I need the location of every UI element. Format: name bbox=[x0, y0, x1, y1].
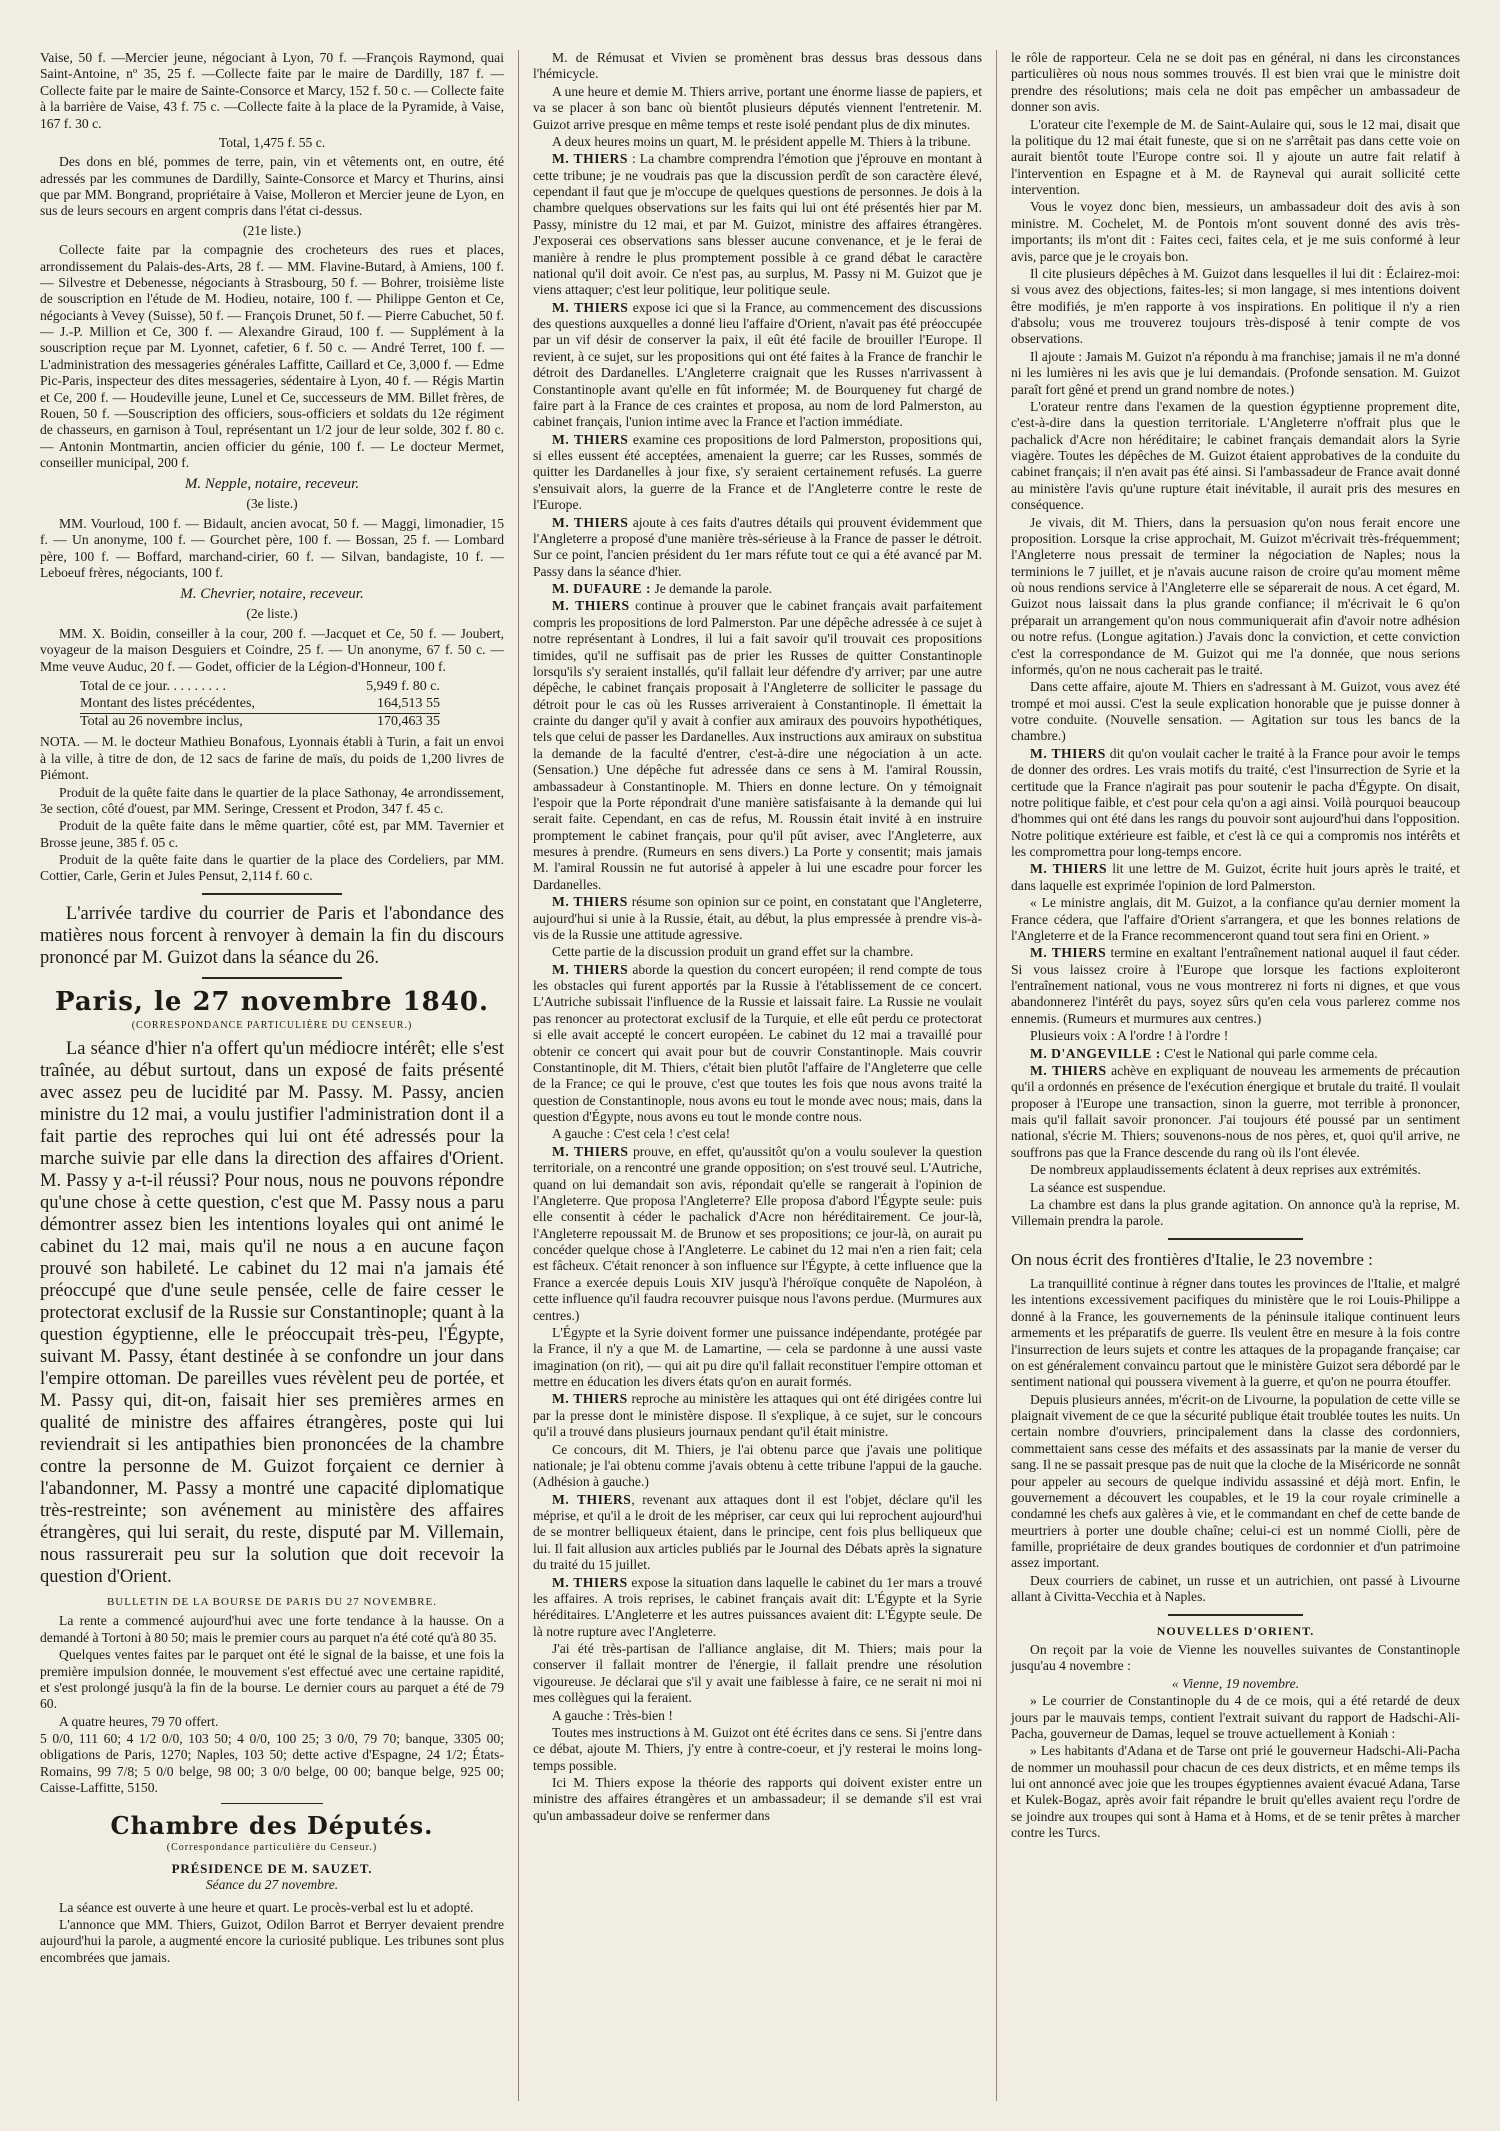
notary-heading: M. Chevrier, notaire, receveur. bbox=[180, 586, 364, 603]
speech-text: C'est le National qui parle comme cela. bbox=[1164, 1045, 1378, 1061]
section-divider bbox=[1168, 1614, 1303, 1616]
speaker-name: M. D'ANGEVILLE : bbox=[1030, 1045, 1161, 1061]
speech-text: expose la situation dans laquelle le cabinet du 1er mars a trouvé les affaires. A trois reprises, le cabinet français avait dit: L'Égypte et la Syrie héréditaires. L'Angleterre et les autres puissances avaient dit: L'Égypte seule. De là notre rupture avec l'Angleterre. bbox=[533, 1574, 982, 1639]
speaker-name: M. DUFAURE : bbox=[552, 581, 652, 596]
subscription-list: MM. Vourloud, 100 f. — Bidault, ancien avocat, 50 f. — Maggi, limonadier, 15 f. — Un anonyme, 100 f. — Gourchet père, 100 f. — Bossan, 25 f. — Lombard père, 100 f. — Boffard, marchand-cirier, 60 f. — Silvan, bandagiste, 10 f. — Leboeuf frères, négociants, 100 f. bbox=[40, 515, 504, 580]
subscription-list: Collecte faite par la compagnie des crocheteurs des rues et places, arrondissement du Palais-des-Arts, 28 f. — MM. Flavine-Butard, à Amiens, 100 f. — Silvestre et Debenesse, négociants à Strasbourg, 50 f. — Bohrer, troisième liste de souscription en l'étude de M. Hodieu, notaire, 100 f. — Philippe Genton et Ce, négociants à Vevey (Suisse), 50 f. — François Drunet, 50 f. — Pierre Cabuchet, 50 f. — J.-P. Million et Ce, 300 f. — Alexandre Giraud, 100 f. — Supplément à la souscription reçue par M. Lyonnet, cafetier, 6 f. 50 c. — André Terret, 100 f. — L'administration des messageries générales Laffitte, Caillard et Ce, 3,000 f. — Edme Pic-Paris, inspecteur des dites messageries, sédentaire à Lyon, 40 f. — Régis Martin et Ce, 200 f. — Houdeville jeune, Lunel et Ce, successeurs de MM. Billet frères, de Rouen, 50 f. —Souscription des officiers, sous-officiers et soldats du 12e régiment de chasseurs, en garnison à Toul, représentant un 1/2 jour de leur solde, 302 f. 80 c. — Antonin Montmartin, ancien officier du génie, 100 f. — Le docteur Mermet, conseiller municipal, 200 f. bbox=[40, 242, 504, 470]
totals-row bbox=[80, 696, 440, 714]
speech-text: aborde la question du concert européen; il rend compte de tous les obstacles qui furent apportés par la Russie à l'établissement de ce concert. L'Autriche subissait l'influence de la Russie et laissait faire. La Russie ne voulait pas renoncer au protectorat exclusif de la Turquie, et elle eût perdu ce protectorat si elle avait accepté le concert européen. Le cabinet du 12 mai a travaillé pour obtenir ce concert qui avait pour but de couvrir Constantinople. Mais couvrir Constantinople, dit M. Thiers, c'était bien plutôt l'affaire de l'Angleterre que celle de la France; ce qui le prouve, c'est que toutes les fois que nous avons traité la question de Constantinople, nous avons eu tout le monde avec nous; mais, dans la question d'Égypte, nous avons eu tout le monde contre nous. bbox=[533, 961, 982, 1124]
bourse-paragraph: Quelques ventes faites par le parquet ont été le signal de la baisse, et une fois la première impulsion donnée, le mouvement s'est effectué avec une certaine rapidité, et s'est prolongé jusqu'à la fin de la bourse. Le dernier cours au parquet a été de 79 60. bbox=[40, 1647, 504, 1712]
speech-text: Je demande la parole. bbox=[654, 581, 773, 596]
debate-paragraph: L'orateur cite l'exemple de M. de Saint-Aulaire qui, sous le 12 mai, disait que la politique du 12 mai était funeste, que si on ne s'arrêtait pas dans cette voie on aurait bientôt toute l'Europe contre soi. Il y ajoute un autre fait relatif à l'intervention en Espagne et à M. de Rayneval qui aurait sollicité cette intervention. bbox=[1011, 116, 1460, 197]
presidence-line: PRÉSIDENCE DE M. SAUZET. bbox=[171, 1860, 373, 1876]
quete-paragraph: Produit de la quête faite dans le quartier de la place Sathonay, 4e arrondissement, 3e section, côté d'ouest, par MM. Seringe, Cressent et Prodon, 347 f. 45 c. bbox=[40, 784, 504, 816]
totals-row bbox=[80, 714, 440, 731]
debate-paragraph: J'ai été très-partisan de l'alliance anglaise, dit M. Thiers; mais pour la conserver il fallait montrer de l'énergie, il fallait prendre une résolution vigoureuse. Je déclarai que s'il y avait une faiblesse à faire, ce ne serait ni moi ni mes collègues qui la feraient. bbox=[533, 1641, 982, 1706]
section-divider bbox=[202, 977, 341, 979]
speaker-name: M. THIERS bbox=[552, 1391, 628, 1407]
speaker-name: M. THIERS bbox=[1030, 861, 1108, 877]
debate-paragraph: Il cite plusieurs dépêches à M. Guizot dans lesquelles il lui dit : Éclairez-moi: si vous avez des objections, faites-les; si mon langage, si mes intentions doivent être modifiés, je m'en rapporte à vos inspirations. En politique il n'y a rien d'absolu; vous me trouverez toujours très-disposé à tenir compte de vos observations. bbox=[1011, 265, 1460, 347]
totals-label: Total de ce jour. . . . . . . . . bbox=[80, 678, 226, 694]
section-divider bbox=[221, 1803, 323, 1804]
speaker-name: M. THIERS bbox=[1030, 1062, 1107, 1078]
debate-paragraph: Vous le voyez donc bien, messieurs, un ambassadeur doit des avis à son ministre. M. Cochelet, M. de Pontois m'ont souvent donné des avis très-importants; ils m'ont dit : Faites ceci, faites cela, et je me suis conformé à leur avis, parce que je le croyais bon. bbox=[1011, 199, 1460, 264]
debate-paragraph: Dans cette affaire, ajoute M. Thiers en s'adressant à M. Guizot, vous avez été trompé et moi aussi. C'est la seule explication honorable que je puisse donner à votre conduite. (Nouvelle sensation. — Agitation sur tous les bancs de la chambre.) bbox=[1011, 679, 1460, 744]
debate-paragraph: A gauche : Très-bien ! bbox=[552, 1707, 673, 1723]
speaker-name: M. THIERS bbox=[552, 299, 629, 315]
speech-paragraph bbox=[1011, 861, 1460, 894]
notary-heading: M. Nepple, notaire, receveur. bbox=[184, 476, 360, 493]
chambre-paragraph: L'annonce que MM. Thiers, Guizot, Odilon Barrot et Berryer devaient prendre aujourd'hui la parole, a augmenté encore la curiosité publique. Les tribunes sont plus encombrées que jamais. bbox=[40, 1916, 504, 1965]
correspondence-note: (Correspondance particulière du Censeur.) bbox=[166, 1842, 378, 1854]
totals-value: 170,463 35 bbox=[377, 713, 440, 729]
list-heading: (2e liste.) bbox=[246, 606, 298, 622]
debate-paragraph: A gauche : C'est cela ! c'est cela! bbox=[552, 1126, 731, 1142]
list-heading: (3e liste.) bbox=[246, 496, 298, 512]
italy-paragraph: La tranquillité continue à régner dans toutes les provinces de l'Italie, et malgré les intentions excessivement pacifiques du ministère que le roi Louis-Philippe a donné à la France, les gouvernements de la péninsule italique continuent leurs armements et les préparatifs de guerre. Ils veulent être en mesure à la fois contre l'insurrection de leurs sujets et contre les attaques de la propagande française; car on est généralement convaincu partout que le ministère Guizot sera débordé par le sentiment national qui poussera vivement à la guerre, et qu'on ne pourra étouffer. bbox=[1011, 1276, 1460, 1390]
debate-paragraph: Plusieurs voix : A l'ordre ! à l'ordre ! bbox=[1030, 1028, 1229, 1044]
nota-paragraph: NOTA. — M. le docteur Mathieu Bonafous, Lyonnais établi à Turin, a fait un envoi à la ville, à titre de don, de 12 sacs de farine de maïs, du poids de 1,200 livres de Piémont. bbox=[40, 734, 504, 783]
speech-paragraph bbox=[533, 1575, 982, 1641]
speech-paragraph: M. THIERS : La chambre comprendra l'émotion que j'éprouve en montant à cette tribune; je ne voudrais pas que la discussion perdît de son caractère élevé, cependant il faut que je m'occupe de quelques questions de personnes. Je dois à la chambre quelques observations sur les faits qui lui ont été présentés hier par M. Passy, ministre du 12 mai, et par M. Guizot, ministre des affaires étrangères. J'exposerai ces observations sans blesser aucune convenance, et je le ferai de manière à rendre le plus promptement possible à ce grand débat le caractère national qu'il doit avoir. Ce n'est pas, au surplus, M. Passy ni M. Guizot que je viens attaquer; c'est leur politique, leur politique seule. bbox=[533, 151, 982, 298]
totals-label: Total au 26 novembre inclus, bbox=[80, 713, 243, 729]
speech-paragraph bbox=[1011, 1063, 1460, 1161]
orient-heading: NOUVELLES D'ORIENT. bbox=[1156, 1623, 1315, 1638]
speaker-name: M. THIERS bbox=[1030, 745, 1106, 761]
speech-text: examine ces propositions de lord Palmerston, propositions qui, si elles eussent été acceptées, amenaient la guerre; car les Russes, sommés de quitter les Dardanelles à jour fixe, s'y seraient certainement refusés. La guerre s'ensuivait alors, la guerre de la France et de l'Angleterre contre le reste de l'Europe. bbox=[533, 431, 982, 513]
speech-paragraph bbox=[533, 432, 982, 514]
speaker-name: M. THIERS bbox=[552, 1574, 628, 1590]
speaker-name: M. THIERS bbox=[552, 961, 629, 977]
speech-text: dit qu'on voulait cacher le traité à la France pour avoir le temps de donner des ordres. Les vrais motifs du traité, c'est l'insurrection de Syrie et la certitude que la France n'agirait pas pour soutenir le pacha d'Égypte. On disait, notre politique faible, et c'est pour cela qu'on a agi ainsi. Voilà pourquoi beaucoup d'hommes qui ont été dans les rangs du pouvoir sont aujourd'hui dans l'opposition. Notre politique extérieure est faible, et c'est là ce qui a compromis nos intérêts et les compromettra pour long-temps encore. bbox=[1011, 745, 1460, 859]
debate-paragraph: Je vivais, dit M. Thiers, dans la persuasion qu'on nous ferait encore une proposition. Lorsque la crise approchait, M. Guizot m'écrivait très-fréquemment; l'Angleterre nous pressait de terminer la négociation de Naples; nous la terminions le 7 juillet, et je n'avais aucune raison de croire qu'au moment même où nous rendions service à l'Angleterre elle se séparerait de nous. A cet égard, M. Guizot nous laissait dans la plus grande confiance; il m'écrivait le 6 qu'on préparait un arrangement qu'on nous communiquerait afin d'avoir notre adhésion ou notre refus. (Longue agitation.) J'avais donc la conviction, et cette conviction c'est la correspondance de M. Guizot qui me l'a donnée, que nous serions informés, qu'on ne nous cacherait pas le traité. bbox=[1011, 514, 1460, 677]
speech-paragraph bbox=[533, 598, 982, 893]
speech-paragraph bbox=[533, 962, 982, 1126]
bourse-paragraph: La rente a commencé aujourd'hui avec une forte tendance à la hausse. On a demandé à Tortoni à 80 50; mais le premier cours au parquet n'a été coté qu'à 80 35. bbox=[40, 1613, 504, 1645]
debate-paragraph: Cette partie de la discussion produit un grand effet sur la chambre. bbox=[552, 944, 914, 960]
speech-paragraph bbox=[1011, 746, 1460, 861]
debate-paragraph: A deux heures moins un quart, M. le président appelle M. Thiers à la tribune. bbox=[552, 133, 971, 149]
speaker-name: M. THIERS bbox=[552, 1491, 632, 1507]
debate-paragraph: La séance est suspendue. bbox=[1030, 1179, 1166, 1195]
speech-paragraph bbox=[1011, 1046, 1460, 1062]
speaker-name: M. THIERS bbox=[552, 151, 628, 167]
orient-paragraph: » Le courrier de Constantinople du 4 de ce mois, qui a été retardé de deux jours par le mauvais temps, contient l'extrait suivant du rapport de Hadschi-Ali-Pacha, gouverneur de Damas, lequel se trouve actuellement à Koniah : bbox=[1011, 1693, 1460, 1741]
chambre-headline: Chambre des Députés. bbox=[110, 1810, 434, 1840]
debate-paragraph: Ce concours, dit M. Thiers, je l'ai obtenu parce que j'avais une politique nationale; je l'ai obtenu comme j'avais obtenu à cette tribune l'appui de la gauche. (Adhésion à gauche.) bbox=[533, 1441, 982, 1490]
speech-paragraph: M. THIERS, revenant aux attaques dont il est l'objet, déclare qu'il les méprise, et qu'il a le droit de les mépriser, car ceux qui lui reprochent aujourd'hui de se montrer belliqueux étaient, dans le principe, cent fois plus belliqueux que lui. Il fait allusion aux articles publiés par le Journal des Débats après la signature du traité du 15 juillet. bbox=[533, 1491, 982, 1573]
paris-headline: Paris, le 27 novembre 1840. bbox=[54, 986, 489, 1017]
italy-dateline: On nous écrit des frontières d'Italie, le 23 novembre : bbox=[1011, 1249, 1373, 1269]
speech-text: expose ici que si la France, au commencement des discussions des questions auxquelles a donné lieu l'affaire d'Orient, n'avait pas été préoccupée par un vif désir de conserver la paix, il eût été facile de brouiller l'Europe. Il revient, à ce sujet, sur les propositions qui ont été faites à la France de franchir le détroit des Dardanelles. L'Angleterre craignait que les Russes n'arrivassent à Constantinople avant qu'elle en fût informée; M. de Bourqueney fut chargé de faire part à la France de ces craintes et proposa, au nom de lord Palmerston, au cabinet français, l'union intime avec la France et l'action immédiate. bbox=[533, 299, 982, 430]
speaker-name: M. THIERS bbox=[1030, 945, 1107, 961]
italy-paragraph: Deux courriers de cabinet, un russe et un autrichien, ont passé à Livourne allant à Civitta-Vecchia et à Naples. bbox=[1011, 1572, 1460, 1605]
totals-value: 164,513 55 bbox=[377, 695, 440, 711]
speaker-name: M. THIERS bbox=[552, 894, 628, 910]
totals-row bbox=[80, 679, 440, 696]
subscription-list-opening: Vaise, 50 f. —Mercier jeune, négociant à Lyon, 70 f. —François Raymond, quai Saint-Antoine, nº 35, 25 f. —Collecte faite par le maire de Dardilly, 187 f. —Collecte faite par le maire de Sainte-Consorce et Marcy, 152 f. 50 c. — Collecte faite à la barrière de Vaise, 43 f. 75 c. —Collecte faite à la place de la Pyramide, à Vaise, 167 f. 30 c. bbox=[40, 50, 504, 131]
subscription-list: MM. X. Boidin, conseiller à la cour, 200 f. —Jacquet et Ce, 50 f. — Joubert, voyageur de la maison Desguiers et Coindre, 25 f. — Un anonyme, 67 f. 50 c. — Mme veuve Auduc, 20 f. — Godet, officier de la Légion-d'Honneur, 100 f. bbox=[40, 625, 504, 674]
speech-paragraph bbox=[533, 1391, 982, 1440]
correspondence-note: (CORRESPONDANCE PARTICULIÈRE DU CENSEUR.) bbox=[131, 1020, 413, 1032]
speech-paragraph bbox=[533, 300, 982, 431]
debate-paragraph: L'orateur rentre dans l'examen de la question égyptienne proprement dite, c'est-à-dire dans la question territoriale. L'Angleterre n'offrait plus que le pachalick d'Acre non héréditaire; le cabinet français demandait alors la Syrie viagère. Toutes les dépêches de M. Guizot étaient approbatives de la conduite du cabinet français; il n'en avait pas été ainsi. Si l'ambassadeur de France avait donné au ministère l'avis qu'une rupture était inévitable, il aurait pris des mesures en conséquence. bbox=[1011, 398, 1460, 513]
speech-text: continue à prouver que le cabinet français avait parfaitement compris les propositions de lord Palmerston. Par une dépêche adressée à ce sujet à notre représentant à Londres, il lui a fait savoir qu'il trouvait ces propositions timides, qu'il ne suffisait pas de prier les Russes de quitter Constantinople lorsqu'ils s'y seraient installés, qu'il fallait leur défendre d'y arriver; par une autre dépêche, le cabinet français proposait à l'Angleterre de solliciter le passage du détroit pour le cas où les Russes arriveraient à Constantinople. Il émettait la crainte du danger qu'il y avait à confier aux amiraux des pouvoirs hypothétiques, tels que celui de passer les Dardanelles. Aux instructions aux amiraux on substitua la demande de la faculté d'entrer, c'est-à-dire une négociation à un acte. (Sensation.) Une dépêche fut adressée dans ce sens à M. l'amiral Roussin, ambassadeur à Constantinople. M. Thiers en donne lecture. On y témoignait l'espoir que la Porte répondrait d'une manière satisfaisante à la demande qui lui serait faite. Cependant, en cas de refus, M. Roussin était invité à en instruire promptement le cabinet français, pour qu'il pût aviser, avec l'Angleterre, aux mesures à prendre. (Rumeurs en sens divers.) La Porte y consentit; mais jamais M. l'amiral Roussin ne fut autorisé à appeler à lui une escadre pour forcer les Dardanelles. bbox=[533, 598, 982, 892]
orient-paragraph: On reçoit par la voie de Vienne les nouvelles suivantes de Constantinople jusqu'au 4 novembre : bbox=[1011, 1642, 1460, 1674]
quete-paragraph: Produit de la quête faite dans le quartier de la place des Cordeliers, par MM. Cottier, Carle, Gerin et Jules Pensut, 2,114 f. 60 c. bbox=[40, 852, 504, 884]
speech-text: achève en expliquant de nouveau les armements de précaution qu'il a ordonnés en présence de l'exécution énergique et brutale du traité. Il voulait proposer à l'Europe une transaction, sinon la guerre, mot terrible à prononcer, mais qu'il fallait savoir prononcer. J'ai toujours été poussé par un sentiment national, s'écrie M. Thiers; souvenons-nous de nos pères, et, quoi qu'il arrive, ne souffrons pas que la France descende du rang où ils l'ont élevée. bbox=[1011, 1062, 1460, 1160]
column-3 bbox=[996, 50, 1460, 2101]
speech-paragraph bbox=[533, 581, 982, 597]
paris-article: La séance d'hier n'a offert qu'un médiocre intérêt; elle s'est traînée, au début surtout, dans un exposé de faits présenté avec assez peu de lucidité par M. Passy. M. Passy, ancien ministre du 12 mai, a voulu justifier l'administration dont il a fait partie des reproches qui lui ont été adressés pour la marche suivie par elle dans la direction des affaires d'Orient. M. Passy y a-t-il réussi? Pour nous, nous ne pouvons répondre qu'une chose à cette question, c'est que M. Passy nous a paru démontrer assez bien les intentions loyales qui ont animé le cabinet du 12 mai, mais qu'il ne nous a en aucune façon prouvé son habileté. Le cabinet du 12 mai n'a jamais été préoccupé que d'une seule pensée, celle de faire cesser le protectorat exclusif de la Russie sur Constantinople; quant à la question égyptienne, elle le préoccupait très-peu, l'Égypte, suivant M. Passy, étant destinée à se confondre un jour dans l'empire ottoman. De pareilles vues révèlent peu de portée, et M. Passy qui, dit-on, faisait hier ses premières armes en qualité de ministre des affaires étrangères, poste qui lui reviendrait si les antipathies bien prononcées de la chambre contre la personne de M. Guizot forçaient ce dernier à l'abandonner, M. Passy a montré une capacité diplomatique très-restreinte; son avénement au ministère des affaires étrangères, qui lui serait, du reste, disputé par M. Villemain, nous rassurerait peu sur la solution que doit recevoir la question d'Orient. bbox=[40, 1039, 504, 1588]
speech-text: revenant aux attaques dont il est l'objet, déclare qu'il les méprise, et qu'il a le droit de les mépriser, car ceux qui lui reprochent aujourd'hui de se montrer belliqueux étaient, dans le principe, cent fois plus belliqueux que lui. Il fait allusion aux articles publiés par le Journal des Débats après la signature du traité du 15 juillet. bbox=[533, 1491, 982, 1573]
seance-date: Séance du 27 novembre. bbox=[205, 1877, 339, 1893]
speaker-name: M. THIERS bbox=[552, 1143, 629, 1159]
bourse-paragraph: A quatre heures, 79 70 offert. bbox=[59, 1713, 219, 1729]
speech-paragraph bbox=[1011, 945, 1460, 1027]
speech-paragraph bbox=[533, 515, 982, 581]
speech-text: termine en exaltant l'entraînement national auquel il faut céder. Si vous laissez croire à l'Europe que lorsque les factions exploiteront l'entraînement national, vous ne vous montrerez ni forts ni dignes, et que vous abandonnerez l'intérêt du pays, soyez sûrs qu'en cela vous parlerez comme nos ennemis. (Rumeurs et murmures aux centres.) bbox=[1011, 945, 1460, 1026]
debate-paragraph: Ici M. Thiers expose la théorie des rapports qui doivent exister entre un ministre des affaires étrangères et un ambassadeur; il se demande s'il est vrai qu'un ambassadeur doive se renfermer dans bbox=[533, 1775, 982, 1823]
column-1 bbox=[40, 50, 504, 2101]
totals-block bbox=[80, 679, 504, 731]
italy-paragraph: Depuis plusieurs années, m'écrit-on de Livourne, la population de cette ville se plaignait vivement de ce que la sécurité publique était troublée toutes les nuits. Un certain nombre d'ouvriers, principalement dans la classe des cordonniers, commettaient sans cesse des méfaits et des assassinats par la manie de verser du sang. Il ne se passait presque pas de nuit que la cloche de la Miséricorde ne sonnât pour appeler au secours de quelque individu assassiné et déjà mort. Enfin, le gouvernement a découvert les coupables, et le 19 la cour royale criminelle a condamné les chefs aux galères à vie, et le commandant en chef de cette bande de meurtriers à porter une double chaîne; celui-ci est un nommé Ciolli, père de famille, propriétaire de deux grandes boutiques de cordonnier et d'un patrimoine assez important. bbox=[1011, 1391, 1460, 1571]
totals-value: 5,949 f. 80 c. bbox=[366, 678, 440, 694]
chambre-paragraph: La séance est ouverte à une heure et quart. Le procès-verbal est lu et adopté. bbox=[59, 1899, 474, 1915]
debate-paragraph: De nombreux applaudissements éclatent à deux reprises aux extrémités. bbox=[1030, 1162, 1421, 1178]
section-divider bbox=[1168, 1238, 1303, 1240]
debate-paragraph: La chambre est dans la plus grande agitation. On annonce qu'à la reprise, M. Villemain prendra la parole. bbox=[1011, 1196, 1460, 1229]
bourse-heading: BULLETIN DE LA BOURSE DE PARIS DU 27 NOVEMBRE. bbox=[106, 1596, 438, 1609]
debate-paragraph: Il ajoute : Jamais M. Guizot n'a répondu à ma franchise; jamais il ne m'a donné ni les lumières ni les avis que je lui demandais. (Profonde sensation. M. Guizot paraît fort gêné et prend un grand nombre de notes.) bbox=[1011, 348, 1460, 397]
speech-text: reproche au ministère les attaques qui ont été dirigées contre lui par la presse dont le ministère dispose. Il s'explique, à ce sujet, sur le concours qu'il a trouvé dans plusieurs journaux pendant qu'il était ministre. bbox=[533, 1391, 982, 1440]
debate-paragraph: M. de Rémusat et Vivien se promènent bras dessus bras dessous dans l'hémicycle. bbox=[533, 50, 982, 82]
speech-text: ajoute à ces faits d'autres détails qui prouvent évidemment que l'Angleterre a proposé d'une manière très-sérieuse à la France de passer le détroit. Sur ce point, l'ancien président du 1er mars réfute tout ce qui a été avancé par M. Passy dans la séance d'hier. bbox=[533, 514, 982, 579]
speech-text: lit une lettre de M. Guizot, écrite huit jours après le traité, et dans laquelle est exprimée l'opinion de lord Palmerston. bbox=[1011, 861, 1460, 893]
speaker-name: M. THIERS bbox=[552, 431, 629, 447]
bourse-quotes: 5 0/0, 111 60; 4 1/2 0/0, 103 50; 4 0/0, 100 25; 3 0/0, 79 70; banque, 3305 00; obligations de Paris, 1270; Naples, 103 50; dette active d'Espagne, 24 1/2; États-Romains, 99 7/8; 5 0/0 belge, 98 00; 3 0/0 belge, 00 00; banque belge, 925 00; Caisse-Laffitte, 5150. bbox=[40, 1731, 504, 1796]
speaker-name: M. THIERS bbox=[552, 514, 629, 530]
debate-paragraph: L'Égypte et la Syrie doivent former une puissance indépendante, protégée par la France, il n'y a que M. de Lamartine, — cela se pardonne à une aussi vaste imagination (on rit), — qui ait pu dire qu'il fallait reconstituer l'empire ottoman et mettre en éducation les divers états qu'on en aurait formés. bbox=[533, 1324, 982, 1389]
quete-paragraph: Produit de la quête faite dans le même quartier, côté est, par MM. Tavernier et Brosse jeune, 385 f. 05 c. bbox=[40, 818, 504, 850]
vienne-dateline: « Vienne, 19 novembre. bbox=[1171, 1675, 1300, 1691]
speech-text: La chambre comprendra l'émotion que j'éprouve en montant à cette tribune; je ne voudrais pas que la discussion perdît de son caractère élevé, cependant il faut que je m'occupe de quelques questions de personnes. Je dois à la chambre quelques observations sur les faits qui lui ont été présentés hier par M. Passy, ministre du 12 mai, et par M. Guizot, ministre des affaires étrangères. J'exposerai ces observations sans blesser aucune convenance, et je le ferai de manière à rendre le plus promptement possible à ce grand débat le caractère national qu'il doit avoir. Ce n'est pas, au surplus, M. Passy ni M. Guizot que je viens attaquer; c'est leur politique, leur politique seule. bbox=[533, 151, 982, 298]
debate-paragraph: A une heure et demie M. Thiers arrive, portant une énorme liasse de papiers, et va se placer à son banc où bientôt plusieurs députés viennent l'entretenir. M. Guizot arrive presque en même temps et reste isolé pendant plus de dix minutes. bbox=[533, 83, 982, 132]
speech-paragraph bbox=[533, 894, 982, 943]
debate-paragraph: Toutes mes instructions à M. Guizot ont été écrites dans ce sens. Si j'entre dans ce débat, ajoute M. Thiers, j'y entre à contre-coeur, et j'y resterai le moins long-temps possible. bbox=[533, 1724, 982, 1773]
speech-paragraph bbox=[533, 1144, 982, 1324]
list-heading: (21e liste.) bbox=[242, 222, 302, 238]
subscription-total: Total, 1,475 f. 55 c. bbox=[218, 134, 326, 150]
totals-label: Montant des listes précédentes, bbox=[80, 695, 255, 711]
speech-text: prouve, en effet, qu'aussitôt qu'on a voulu soulever la question territoriale, on a rencontré une grande opposition; on s'est trouvé seul. L'Autriche, quand on lui demandait son avis, répondait qu'elle se rangerait à l'opinion de l'Angleterre. Que proposa l'Angleterre? Elle proposa d'abord l'Égypte seule: puis elle consentit à céder le pachalick d'Acre non héréditairement. Ce jour-là, l'Angleterre repoussait M. de Brunow et ses propositions; ce jour-là, on aurait pu concéder quelque chose à l'Angleterre. Le cabinet du 12 mai n'en a rien fait; cela est fâcheux. C'était renoncer à son influence sur l'Égypte, à cette influence que la France a exercée depuis Louis XIV jusqu'à l'héroïque conquête de Napoléon, à cette influence qu'il faudra recouvrer puisque nous l'avons perdue. (Murmures aux centres.) bbox=[533, 1143, 982, 1323]
orient-paragraph: » Les habitants d'Adana et de Tarse ont prié le gouverneur Hadschi-Ali-Pacha de nommer un mouhassil pour chacun de ces deux districts, et en même temps ils lui ont annoncé avec joie que les troupes égyptiennes avaient évacué Adana, Tarse et Kulek-Bogaz, après avoir fait répandre le bruit qu'elles avaient reçu l'ordre de se joindre aux troupes qui sont à Hama et à Homs, et de se tenir prêtes à marcher contre les Turcs. bbox=[1011, 1743, 1460, 1841]
speech-text: résume son opinion sur ce point, en constatant que l'Angleterre, aujourd'hui si unie à la Russie, était, au début, la plus empressée à prendre vis-à-vis de la Russie une attitude agressive. bbox=[533, 894, 982, 942]
section-divider bbox=[202, 893, 341, 895]
quoted-letter: « Le ministre anglais, dit M. Guizot, a la confiance qu'au dernier moment la France cédera, que l'affaire d'Orient s'arrangera, et que les bonnes relations de l'Angleterre et de la France recommenceront quand tout sera fini en Orient. » bbox=[1011, 895, 1460, 943]
late-mail-notice: L'arrivée tardive du courrier de Paris et l'abondance des matières nous forcent à renvoyer à demain la fin du discours prononcé par M. Guizot dans la séance du 26. bbox=[40, 903, 504, 968]
speaker-name: M. THIERS bbox=[552, 598, 630, 614]
column-2 bbox=[518, 50, 982, 2101]
donations-in-kind: Des dons en blé, pommes de terre, pain, vin et vêtements ont, en outre, été adressés par les communes de Dardilly, Sainte-Consorce et Marcy et Thurins, ainsi que par MM. Bongrand, propriétaire à Vaise, Molleron et Mercier jeune de Lyon, en sus de leurs secours en argent compris dans l'état ci-dessus. bbox=[40, 154, 504, 219]
debate-paragraph: le rôle de rapporteur. Cela ne se doit pas en général, ni dans les circonstances particulières où nous nous sommes trouvés. Il est bien vrai que le ministre doit prendre des résolutions; mais cela ne doit pas empêcher un ambassadeur de donner son avis. bbox=[1011, 50, 1460, 115]
